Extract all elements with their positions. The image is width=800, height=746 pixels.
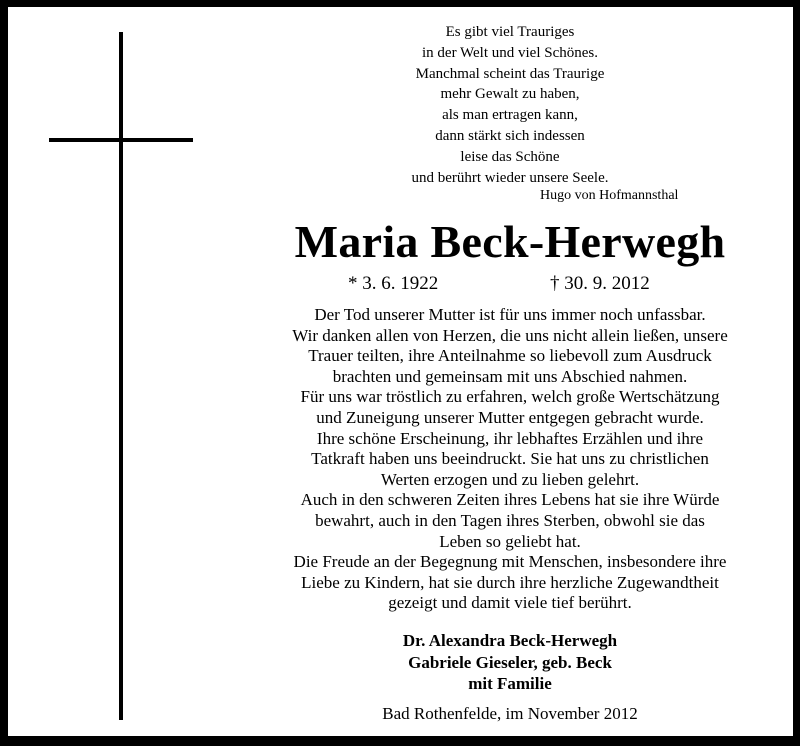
thank-you-message [260,305,760,614]
mourners-signature [260,630,760,695]
cross-horizontal-bar [49,138,193,142]
signature-line: Dr. Alexandra Beck-Herwegh [402,631,618,650]
poem-line: Manchmal scheint das Traurige [415,65,605,82]
message-line: Die Freude an der Begegnung mit Menschen, insbesondere ihre [293,552,727,572]
poem-author: Hugo von Hofmannsthal [540,188,679,203]
message-line: Leben so geliebt hat. [439,531,581,551]
message-line: Werten erzogen und zu lieben gelehrt. [380,469,640,489]
message-line: bewahrt, auch in den Tagen ihres Sterben, obwohl sie das [315,510,705,530]
cross-vertical-bar [119,32,123,720]
deceased-name: Maria Beck-Herwegh [294,216,726,267]
message-line: Für uns war tröstlich zu erfahren, welch große Wertschätzung [300,387,720,407]
place-and-date: Bad Rothenfelde, im November 2012 [382,704,638,723]
poem-line: Es gibt viel Trauriges [445,24,575,40]
message-line: brachten und gemeinsam mit uns Abschied nahmen. [332,366,688,386]
signature-line: mit Familie [468,674,552,694]
signature-line: Gabriele Gieseler, geb. Beck [408,652,612,672]
message-line: Tatkraft haben uns beeindruckt. Sie hat uns zu christlichen [311,449,709,469]
message-line: Trauer teilten, ihre Anteilnahme so liebevoll zum Ausdruck [308,346,712,366]
birth-date: * 3. 6. 1922 [348,273,439,294]
message-line: Ihre schöne Erscheinung, ihr lebhaftes Erzählen und ihre [316,428,704,448]
message-line: Auch in den schweren Zeiten ihres Lebens hat sie ihre Würde [300,490,720,510]
poem-line: leise das Schöne [460,148,560,165]
message-line: und Zuneigung unserer Mutter entgegen gebracht wurde. [316,407,704,427]
poem-line: in der Welt und viel Schönes. [422,44,598,61]
message-line: gezeigt und damit viele tief berührt. [388,593,632,613]
poem-line: als man ertragen kann, [442,107,578,124]
poem-line: und berührt wieder unsere Seele. [411,169,609,186]
death-date: † 30. 9. 2012 [550,273,650,294]
poem [400,22,620,188]
message-line: Der Tod unserer Mutter ist für uns immer noch unfassbar. [314,305,706,324]
message-line: Wir danken allen von Herzen, die uns nicht allein ließen, unsere [292,325,728,345]
message-line: Liebe zu Kindern, hat sie durch ihre herzliche Zugewandtheit [301,572,719,592]
poem-line: mehr Gewalt zu haben, [440,86,580,103]
poem-line: dann stärkt sich indessen [435,127,585,144]
